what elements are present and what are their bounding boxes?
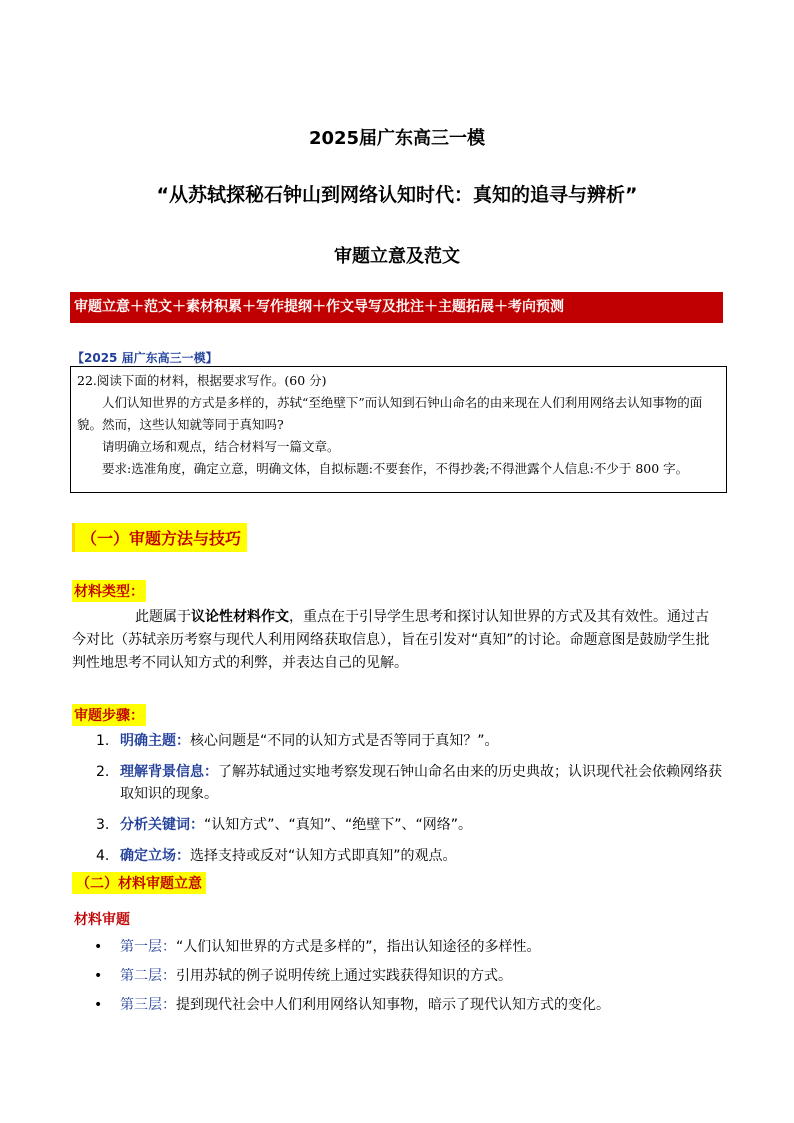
- bullet-dot: •: [94, 939, 103, 955]
- question-material: 人们认知世界的方式是多样的，苏轼“至绝壁下”而认知到石钟山命名的由来现在人们利用网络去认知事物的面貌。然而，这些认知就等同于真知吗?: [77, 395, 703, 432]
- source-tag: 【2025 届广东高三一模】: [72, 351, 218, 365]
- step-number: 3.: [96, 817, 110, 833]
- steps-list: [90, 730, 730, 876]
- step-key: 分析关键词：: [120, 817, 204, 833]
- list-item: [92, 965, 732, 987]
- step-text: 了解苏轼通过实地考察发现石钟山命名由来的历史典故；认识现代社会依赖网络获取知识的现象。: [120, 764, 722, 802]
- step-number: 4.: [96, 848, 110, 864]
- step-key: 明确主题：: [120, 733, 190, 749]
- layer-text: “人们认知世界的方式是多样的”，指出认知途径的多样性。: [176, 939, 541, 955]
- list-item: [90, 761, 730, 805]
- question-requirements: 要求:选准角度，确定立意，明确文体，自拟标题:不要套作，不得抄袭;不得泄露个人信息:不少于 800 字。: [102, 461, 689, 476]
- step-text: “认知方式”、“真知”、“绝壁下”、“网络”。: [204, 817, 473, 833]
- question-line: 22.阅读下面的材料，根据要求写作。(60 分): [77, 373, 327, 388]
- bullet-dot: •: [94, 997, 103, 1013]
- layer-text: 提到现代社会中人们利用网络认知事物，暗示了现代认知方式的变化。: [176, 997, 610, 1013]
- material-type-bold: 议论性材料作文: [191, 609, 289, 625]
- step-text: 选择支持或反对“认知方式即真知”的观点。: [190, 848, 457, 864]
- layers-list: [92, 936, 732, 1023]
- contents-banner: 审题立意＋范文＋素材积累＋写作提纲＋作文导写及批注＋主题拓展＋考向预测: [70, 292, 723, 323]
- material-review-label: 材料审题: [74, 912, 130, 928]
- material-type-intro: 此题属于: [135, 609, 191, 625]
- question-instruction: 请明确立场和观点，结合材料写一篇文章。: [102, 439, 340, 454]
- section-heading-1: （一）审题方法与技巧: [72, 523, 247, 552]
- material-type-paragraph: [72, 606, 722, 675]
- step-text: 核心问题是“不同的认知方式是否等同于真知？”。: [190, 733, 499, 749]
- bullet-dot: •: [94, 968, 103, 984]
- step-key: 理解背景信息：: [120, 764, 218, 780]
- step-number: 1.: [96, 733, 110, 749]
- list-item: [90, 730, 730, 752]
- step-number: 2.: [96, 764, 110, 780]
- step-key: 确定立场：: [120, 848, 190, 864]
- list-item: [90, 845, 730, 867]
- list-item: [92, 936, 732, 958]
- layer-key: 第三层：: [120, 997, 176, 1013]
- doc-subtitle-2: 审题立意及范文: [334, 246, 460, 267]
- question-box: [70, 366, 727, 493]
- list-item: [90, 814, 730, 836]
- material-type-text: ，重点在于引导学生思考和探讨认知世界的方式及其有效性。通过古今对比（苏轼亲历考察与现代人利用网络获取信息），旨在引发对“真知”的讨论。命题意图是鼓励学生批判性地思考不同认知方式的利弊，并表达自己的见解。: [72, 609, 710, 671]
- section-heading-2: （二）材料审题立意: [72, 872, 206, 894]
- material-type-label: 材料类型：: [72, 580, 146, 602]
- layer-key: 第一层：: [120, 939, 176, 955]
- doc-title: 2025届广东高三一模: [308, 128, 486, 149]
- layer-text: 引用苏轼的例子说明传统上通过实践获得知识的方式。: [176, 968, 512, 984]
- list-item: [92, 994, 732, 1016]
- doc-subtitle: “从苏轼探秘石钟山到网络认知时代：真知的追寻与辨析”: [156, 184, 638, 206]
- layer-key: 第二层：: [120, 968, 176, 984]
- steps-label: 审题步骤：: [72, 704, 146, 726]
